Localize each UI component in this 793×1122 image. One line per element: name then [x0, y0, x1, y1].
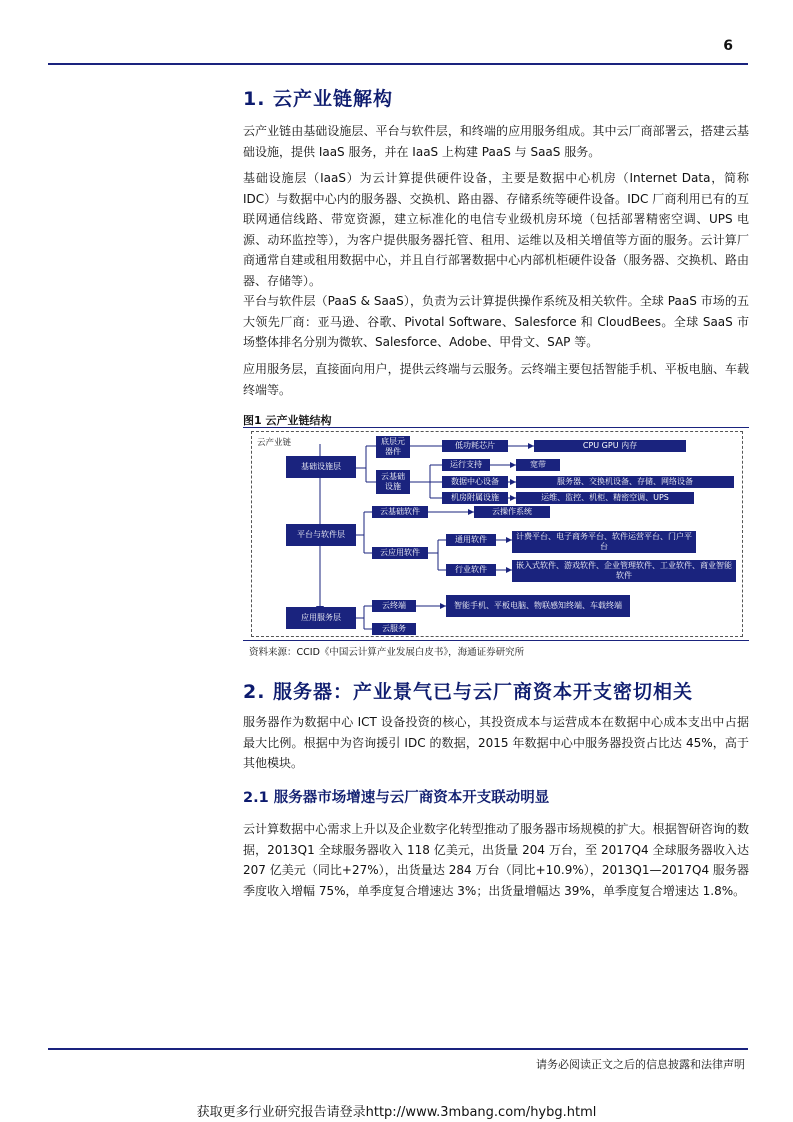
node-cloud-service: 云服务	[372, 623, 416, 635]
node-industry-software: 行业软件	[446, 564, 496, 576]
figure-source: 资料来源：CCID《中国云计算产业发展白皮书》，海通证券研究所	[249, 647, 525, 658]
promo-link-text[interactable]: 获取更多行业研究报告请登录http://www.3mbang.com/hybg.html	[196, 1105, 597, 1120]
node-industry-software-detail: 嵌入式软件、游戏软件、企业管理软件、工业软件、商业智能软件	[512, 560, 736, 582]
node-chip-detail: CPU GPU 内存	[534, 440, 686, 452]
figure-rule-bottom	[243, 640, 749, 641]
footer-disclaimer: 请务必阅读正文之后的信息披露和法律声明	[536, 1058, 745, 1071]
node-low-power-chip: 低功耗芯片	[442, 440, 508, 452]
section21-paragraph: 云计算数据中心需求上升以及企业数字化转型推动了服务器市场规模的扩大。根据智研咨询的数据，2013Q1 全球服务器收入 118 亿美元，出货量 204 万台，至 2017Q4 全球服务器收入达 207 亿美元（同比+27%），出货量达 284 万台（同比+10.9%），2013Q1—2017Q4 服务器季度收入增幅 75%，单季度复合增速达 3%；出货量增幅达 39%，单季度复合增速达 1.8%。	[243, 822, 749, 898]
node-cloud-app-software: 云应用软件	[372, 547, 428, 559]
node-dc-equipment: 数据中心设备	[442, 476, 508, 488]
node-platform-software-layer: 平台与软件层	[286, 524, 356, 546]
node-cloud-os: 云操作系统	[474, 506, 550, 518]
header-rule	[48, 63, 748, 65]
node-general-software: 通用软件	[446, 534, 496, 546]
section21-heading: 2.1 服务器市场增速与云厂商资本开支联动明显	[243, 790, 550, 806]
node-bandwidth: 宽带	[516, 459, 560, 471]
footer-rule	[48, 1048, 748, 1050]
node-facility: 机房附属设施	[442, 492, 508, 504]
node-facility-detail: 运维、监控、机柜、精密空调、UPS	[516, 492, 694, 504]
section2-paragraph: 服务器作为数据中心 ICT 设备投资的核心，其投资成本与运营成本在数据中心成本支出中占据最大比例。根据中为咨询援引 IDC 的数据，2015 年数据中心中服务器投资占比达 45%，高于其他模块。	[243, 715, 749, 770]
section1-paragraph-4: 应用服务层，直接面向用户，提供云终端与云服务。云终端主要包括智能手机、平板电脑、车载终端等。	[243, 362, 749, 397]
node-cloud-terminal: 云终端	[372, 600, 416, 612]
section1-paragraph-1: 云产业链由基础设施层、平台与软件层，和终端的应用服务组成。其中云厂商部署云，搭建云基础设施，提供 IaaS 服务，并在 IaaS 上构建 PaaS 与 SaaS 服务。	[243, 124, 749, 159]
diagram-root-label: 云产业链	[257, 438, 292, 448]
node-terminal-detail: 智能手机、平板电脑、物联感知终端、车载终端	[446, 595, 630, 617]
section1-paragraph-3: 平台与软件层（PaaS & SaaS），负责为云计算提供操作系统及相关软件。全球 PaaS 市场的五大领先厂商：亚马逊、谷歌、Pivotal Software、Salesforce 和 CloudBees。全球 SaaS 市场整体排名分别为微软、Salesforce、Adobe、甲骨文、SAP 等。	[243, 294, 749, 349]
section1-paragraph-2: 基础设施层（IaaS）为云计算提供硬件设备，主要是数据中心机房（Internet Data，简称 IDC）与数据中心内的服务器、交换机、路由器、存储系统等硬件设备。IDC 厂商利用已有的互联网通信线路、带宽资源，建立标准化的电信专业级机房环境（包括部署精密空调、UPS 电源、动环监控等），为客户提供服务器托管、租用、运维以及相关增值等方面的服务。云计算厂商通常自建或租用数据中心，并且自行部署数据中心内部机柜硬件设备（服务器、交换机、路由器、存储等）。	[243, 171, 749, 288]
section1-heading: 1. 云产业链解构	[243, 88, 394, 110]
node-application-service-layer: 应用服务层	[286, 607, 356, 629]
node-base-components: 底层元器件	[376, 436, 410, 458]
node-infrastructure-layer: 基础设施层	[286, 456, 356, 478]
section2-heading: 2. 服务器：产业景气已与云厂商资本开支密切相关	[243, 681, 694, 703]
page-number: 6	[723, 38, 733, 54]
node-cloud-infrastructure: 云基础设施	[376, 470, 410, 494]
industry-chain-diagram	[251, 431, 743, 637]
node-dc-equipment-detail: 服务器、交换机设备、存储、网络设备	[516, 476, 734, 488]
node-cloud-base-software: 云基础软件	[372, 506, 428, 518]
node-ops-support: 运行支持	[442, 459, 490, 471]
figure-rule-top	[243, 427, 749, 428]
figure-title: 图1 云产业链结构	[243, 414, 332, 427]
node-general-software-detail: 计费平台、电子商务平台、软件运营平台、门户平台	[512, 531, 696, 553]
